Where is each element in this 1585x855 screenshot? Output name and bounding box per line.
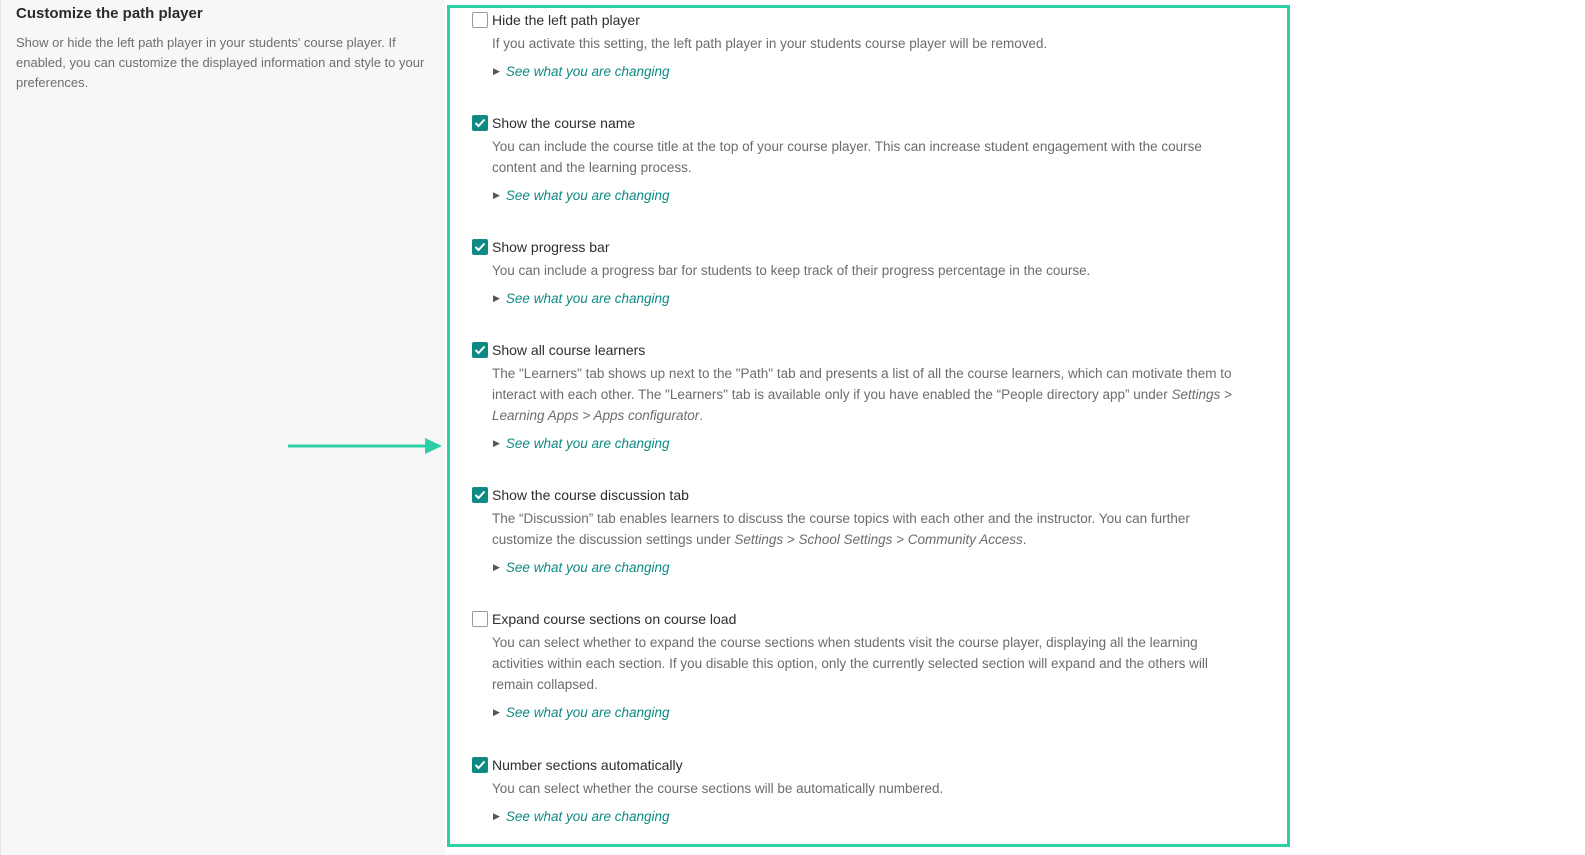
see-what-changing-link[interactable] [493,557,1252,577]
description-text: The "Learners" tab shows up next to the "Path" tab and presents a list of all the course learners, which can motivate them to interact with each other. The "Learners" tab is available only if you have enabled the “People directory app” under [492,366,1232,402]
triangle-right-icon: ▶ [493,292,500,303]
checkmark-icon [474,118,486,128]
description-text: The “Discussion” tab enables learners to discuss the course topics with each other and the instructor. You can further customize the discussion settings under [492,511,1190,547]
option-description: You can select whether to expand the course sections when students visit the course player, displaying all the learning activities within each section. If you disable this option, only the currently selected section will expand and the others will remain collapsed. [492,635,1208,692]
link-label: See what you are changing [505,559,670,575]
option-description: If you activate this setting, the left path player in your students course player will be removed. [492,36,1048,51]
option-label: Show progress bar [492,239,610,255]
option-description [492,363,1237,426]
option-label: Expand course sections on course load [492,611,737,627]
show-course-name-checkbox[interactable] [472,115,488,131]
settings-path-text: Settings > Learning Apps > Apps configurator [492,387,1232,423]
triangle-right-icon: ▶ [493,561,500,572]
link-label: See what you are changing [505,808,670,824]
option-number-sections-automatically [472,755,1252,826]
description-end: . [699,408,704,423]
number-sections-automatically-checkbox[interactable] [472,757,488,773]
show-progress-bar-checkbox[interactable] [472,239,488,255]
triangle-right-icon: ▶ [493,65,500,76]
link-label: See what you are changing [505,435,670,451]
option-hide-left-path-player [472,10,1252,81]
description-end: . [1022,532,1027,547]
triangle-right-icon: ▶ [493,810,500,821]
section-description: Show or hide the left path player in your students' course player. If enabled, you can customize the displayed information and style to your preferences. [16,35,425,90]
option-description [492,508,1237,550]
option-show-course-discussion-tab [472,485,1252,577]
triangle-right-icon: ▶ [493,189,500,200]
settings-path-text: Settings > School Settings > Community Access [734,532,1023,547]
see-what-changing-link[interactable] [493,185,1252,205]
option-label: Show all course learners [492,342,646,358]
option-show-progress-bar [472,237,1252,308]
option-label: Hide the left path player [492,12,640,28]
hide-left-path-player-checkbox[interactable] [472,12,488,28]
checkmark-icon [474,490,486,500]
link-label: See what you are changing [505,187,670,203]
link-label: See what you are changing [505,704,670,720]
option-label: Show the course discussion tab [492,487,689,503]
section-title: Customize the path player [16,5,203,22]
triangle-right-icon: ▶ [493,437,500,448]
option-show-all-course-learners [472,340,1252,453]
link-label: See what you are changing [505,63,670,79]
checkmark-icon [474,242,486,252]
see-what-changing-link[interactable] [493,433,1252,453]
option-label: Show the course name [492,115,636,131]
option-label: Number sections automatically [492,757,683,773]
option-expand-course-sections [472,609,1252,722]
see-what-changing-link[interactable] [493,806,1252,826]
section-info-panel [0,0,445,855]
expand-course-sections-checkbox[interactable] [472,611,488,627]
see-what-changing-link[interactable] [493,288,1252,308]
option-description: You can include a progress bar for students to keep track of their progress percentage in the course. [492,263,1091,278]
triangle-right-icon: ▶ [493,706,500,717]
checkmark-icon [474,760,486,770]
checkmark-icon [474,345,486,355]
see-what-changing-link[interactable] [493,61,1252,81]
option-show-course-name [472,113,1252,205]
option-description: You can select whether the course sections will be automatically numbered. [492,781,944,796]
link-label: See what you are changing [505,290,670,306]
arrow-right-icon [288,438,448,458]
show-course-discussion-tab-checkbox[interactable] [472,487,488,503]
option-description: You can include the course title at the top of your course player. This can increase student engagement with the course content and the learning process. [492,139,1202,175]
see-what-changing-link[interactable] [493,702,1252,722]
show-all-course-learners-checkbox[interactable] [472,342,488,358]
